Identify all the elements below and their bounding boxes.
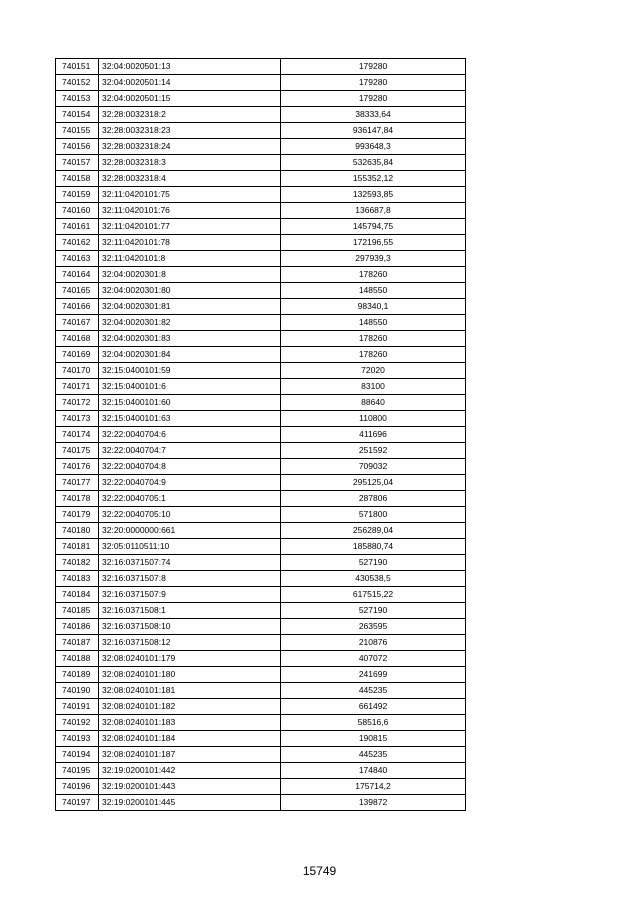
row-number-cell: 740180: [56, 523, 99, 539]
cadastral-number-cell: 32:08:0240101:181: [99, 683, 281, 699]
cadastral-number-cell: 32:08:0240101:182: [99, 699, 281, 715]
table-row: [56, 91, 466, 107]
row-number-cell: 740175: [56, 443, 99, 459]
cadastral-number-cell: 32:15:0400101:6: [99, 379, 281, 395]
value-cell: 571800: [281, 507, 466, 523]
value-cell: 179280: [281, 75, 466, 91]
table-row: [56, 443, 466, 459]
row-number-cell: 740197: [56, 795, 99, 811]
table-row: [56, 235, 466, 251]
table-row: [56, 619, 466, 635]
value-cell: 98340,1: [281, 299, 466, 315]
value-cell: 174840: [281, 763, 466, 779]
cadastral-number-cell: 32:08:0240101:187: [99, 747, 281, 763]
value-cell: 190815: [281, 731, 466, 747]
row-number-cell: 740186: [56, 619, 99, 635]
table-row: [56, 411, 466, 427]
cadastral-number-cell: 32:16:0371508:1: [99, 603, 281, 619]
value-cell: 445235: [281, 747, 466, 763]
cadastral-number-cell: 32:16:0371507:8: [99, 571, 281, 587]
value-cell: 263595: [281, 619, 466, 635]
value-cell: 178260: [281, 267, 466, 283]
value-cell: 148550: [281, 283, 466, 299]
value-cell: 527190: [281, 603, 466, 619]
value-cell: 297939,3: [281, 251, 466, 267]
value-cell: 295125,04: [281, 475, 466, 491]
table-row: [56, 667, 466, 683]
table-row: [56, 203, 466, 219]
table-row: [56, 523, 466, 539]
row-number-cell: 740166: [56, 299, 99, 315]
row-number-cell: 740190: [56, 683, 99, 699]
cadastral-number-cell: 32:04:0020301:80: [99, 283, 281, 299]
row-number-cell: 740152: [56, 75, 99, 91]
table-row: [56, 75, 466, 91]
cadastral-number-cell: 32:16:0371507:9: [99, 587, 281, 603]
table-row: [56, 539, 466, 555]
value-cell: 210876: [281, 635, 466, 651]
table-row: [56, 683, 466, 699]
table-row: [56, 587, 466, 603]
row-number-cell: 740191: [56, 699, 99, 715]
value-cell: 430538,5: [281, 571, 466, 587]
table-row: [56, 251, 466, 267]
cadastral-number-cell: 32:28:0032318:4: [99, 171, 281, 187]
cadastral-number-cell: 32:11:0420101:75: [99, 187, 281, 203]
row-number-cell: 740189: [56, 667, 99, 683]
row-number-cell: 740192: [56, 715, 99, 731]
cadastral-number-cell: 32:15:0400101:63: [99, 411, 281, 427]
row-number-cell: 740159: [56, 187, 99, 203]
registry-table: [55, 58, 466, 811]
cadastral-number-cell: 32:04:0020501:15: [99, 91, 281, 107]
value-cell: 172196,55: [281, 235, 466, 251]
cadastral-number-cell: 32:08:0240101:180: [99, 667, 281, 683]
cadastral-number-cell: 32:28:0032318:2: [99, 107, 281, 123]
cadastral-number-cell: 32:04:0020501:13: [99, 59, 281, 75]
value-cell: 178260: [281, 347, 466, 363]
table-row: [56, 507, 466, 523]
table-row: [56, 123, 466, 139]
registry-table-body: [56, 59, 466, 811]
value-cell: 411696: [281, 427, 466, 443]
row-number-cell: 740184: [56, 587, 99, 603]
value-cell: 287806: [281, 491, 466, 507]
row-number-cell: 740179: [56, 507, 99, 523]
row-number-cell: 740193: [56, 731, 99, 747]
value-cell: 527190: [281, 555, 466, 571]
table-row: [56, 267, 466, 283]
row-number-cell: 740158: [56, 171, 99, 187]
value-cell: 136687,8: [281, 203, 466, 219]
row-number-cell: 740168: [56, 331, 99, 347]
value-cell: 407072: [281, 651, 466, 667]
row-number-cell: 740171: [56, 379, 99, 395]
table-row: [56, 187, 466, 203]
table-row: [56, 427, 466, 443]
row-number-cell: 740154: [56, 107, 99, 123]
row-number-cell: 740177: [56, 475, 99, 491]
table-row: [56, 635, 466, 651]
value-cell: 132593,85: [281, 187, 466, 203]
row-number-cell: 740195: [56, 763, 99, 779]
table-row: [56, 315, 466, 331]
value-cell: 110800: [281, 411, 466, 427]
cadastral-number-cell: 32:19:0200101:442: [99, 763, 281, 779]
table-row: [56, 459, 466, 475]
cadastral-number-cell: 32:22:0040704:9: [99, 475, 281, 491]
row-number-cell: 740165: [56, 283, 99, 299]
row-number-cell: 740174: [56, 427, 99, 443]
table-row: [56, 747, 466, 763]
value-cell: 179280: [281, 59, 466, 75]
row-number-cell: 740157: [56, 155, 99, 171]
value-cell: 178260: [281, 331, 466, 347]
row-number-cell: 740151: [56, 59, 99, 75]
value-cell: 38333,64: [281, 107, 466, 123]
cadastral-number-cell: 32:16:0371508:12: [99, 635, 281, 651]
value-cell: 256289,04: [281, 523, 466, 539]
value-cell: 241699: [281, 667, 466, 683]
cadastral-number-cell: 32:11:0420101:78: [99, 235, 281, 251]
table-row: [56, 555, 466, 571]
row-number-cell: 740163: [56, 251, 99, 267]
cadastral-number-cell: 32:15:0400101:60: [99, 395, 281, 411]
table-row: [56, 699, 466, 715]
cadastral-number-cell: 32:11:0420101:76: [99, 203, 281, 219]
table-row: [56, 731, 466, 747]
row-number-cell: 740155: [56, 123, 99, 139]
row-number-cell: 740188: [56, 651, 99, 667]
cadastral-number-cell: 32:16:0371507:74: [99, 555, 281, 571]
row-number-cell: 740164: [56, 267, 99, 283]
row-number-cell: 740167: [56, 315, 99, 331]
row-number-cell: 740183: [56, 571, 99, 587]
table-row: [56, 603, 466, 619]
value-cell: 155352,12: [281, 171, 466, 187]
cadastral-number-cell: 32:04:0020301:81: [99, 299, 281, 315]
cadastral-number-cell: 32:04:0020301:8: [99, 267, 281, 283]
cadastral-number-cell: 32:22:0040704:7: [99, 443, 281, 459]
table-row: [56, 107, 466, 123]
table-row: [56, 795, 466, 811]
value-cell: 88640: [281, 395, 466, 411]
row-number-cell: 740194: [56, 747, 99, 763]
cadastral-number-cell: 32:11:0420101:8: [99, 251, 281, 267]
value-cell: 145794,75: [281, 219, 466, 235]
cadastral-number-cell: 32:22:0040704:6: [99, 427, 281, 443]
table-row: [56, 651, 466, 667]
value-cell: 993648,3: [281, 139, 466, 155]
value-cell: 72020: [281, 363, 466, 379]
table-row: [56, 139, 466, 155]
cadastral-number-cell: 32:19:0200101:445: [99, 795, 281, 811]
row-number-cell: 740161: [56, 219, 99, 235]
value-cell: 185880,74: [281, 539, 466, 555]
row-number-cell: 740172: [56, 395, 99, 411]
row-number-cell: 740153: [56, 91, 99, 107]
table-row: [56, 331, 466, 347]
value-cell: 532635,84: [281, 155, 466, 171]
table-row: [56, 283, 466, 299]
table-row: [56, 715, 466, 731]
table-row: [56, 155, 466, 171]
table-row: [56, 491, 466, 507]
value-cell: 445235: [281, 683, 466, 699]
table-row: [56, 763, 466, 779]
cadastral-number-cell: 32:20:0000000:661: [99, 523, 281, 539]
table-row: [56, 475, 466, 491]
table-row: [56, 395, 466, 411]
value-cell: 179280: [281, 91, 466, 107]
cadastral-number-cell: 32:04:0020301:82: [99, 315, 281, 331]
row-number-cell: 740160: [56, 203, 99, 219]
value-cell: 58516,6: [281, 715, 466, 731]
table-row: [56, 571, 466, 587]
cadastral-number-cell: 32:28:0032318:24: [99, 139, 281, 155]
cadastral-number-cell: 32:15:0400101:59: [99, 363, 281, 379]
table-row: [56, 379, 466, 395]
cadastral-number-cell: 32:08:0240101:179: [99, 651, 281, 667]
row-number-cell: 740170: [56, 363, 99, 379]
table-row: [56, 299, 466, 315]
row-number-cell: 740196: [56, 779, 99, 795]
table-row: [56, 219, 466, 235]
table-row: [56, 779, 466, 795]
value-cell: 148550: [281, 315, 466, 331]
value-cell: 617515,22: [281, 587, 466, 603]
row-number-cell: 740187: [56, 635, 99, 651]
cadastral-number-cell: 32:22:0040705:10: [99, 507, 281, 523]
row-number-cell: 740169: [56, 347, 99, 363]
row-number-cell: 740182: [56, 555, 99, 571]
cadastral-number-cell: 32:04:0020501:14: [99, 75, 281, 91]
cadastral-number-cell: 32:08:0240101:184: [99, 731, 281, 747]
cadastral-number-cell: 32:22:0040705:1: [99, 491, 281, 507]
cadastral-number-cell: 32:04:0020301:84: [99, 347, 281, 363]
row-number-cell: 740162: [56, 235, 99, 251]
cadastral-number-cell: 32:16:0371508:10: [99, 619, 281, 635]
value-cell: 139872: [281, 795, 466, 811]
table-row: [56, 59, 466, 75]
cadastral-number-cell: 32:05:0110511:10: [99, 539, 281, 555]
value-cell: 936147,84: [281, 123, 466, 139]
value-cell: 661492: [281, 699, 466, 715]
cadastral-number-cell: 32:28:0032318:3: [99, 155, 281, 171]
row-number-cell: 740176: [56, 459, 99, 475]
value-cell: 709032: [281, 459, 466, 475]
value-cell: 175714,2: [281, 779, 466, 795]
value-cell: 251592: [281, 443, 466, 459]
cadastral-number-cell: 32:08:0240101:183: [99, 715, 281, 731]
row-number-cell: 740173: [56, 411, 99, 427]
cadastral-number-cell: 32:04:0020301:83: [99, 331, 281, 347]
value-cell: 83100: [281, 379, 466, 395]
row-number-cell: 740178: [56, 491, 99, 507]
page-number: 15749: [302, 864, 337, 878]
table-row: [56, 363, 466, 379]
row-number-cell: 740156: [56, 139, 99, 155]
row-number-cell: 740181: [56, 539, 99, 555]
row-number-cell: 740185: [56, 603, 99, 619]
cadastral-number-cell: 32:11:0420101:77: [99, 219, 281, 235]
table-row: [56, 347, 466, 363]
cadastral-number-cell: 32:22:0040704:8: [99, 459, 281, 475]
table-row: [56, 171, 466, 187]
cadastral-number-cell: 32:19:0200101:443: [99, 779, 281, 795]
cadastral-number-cell: 32:28:0032318:23: [99, 123, 281, 139]
